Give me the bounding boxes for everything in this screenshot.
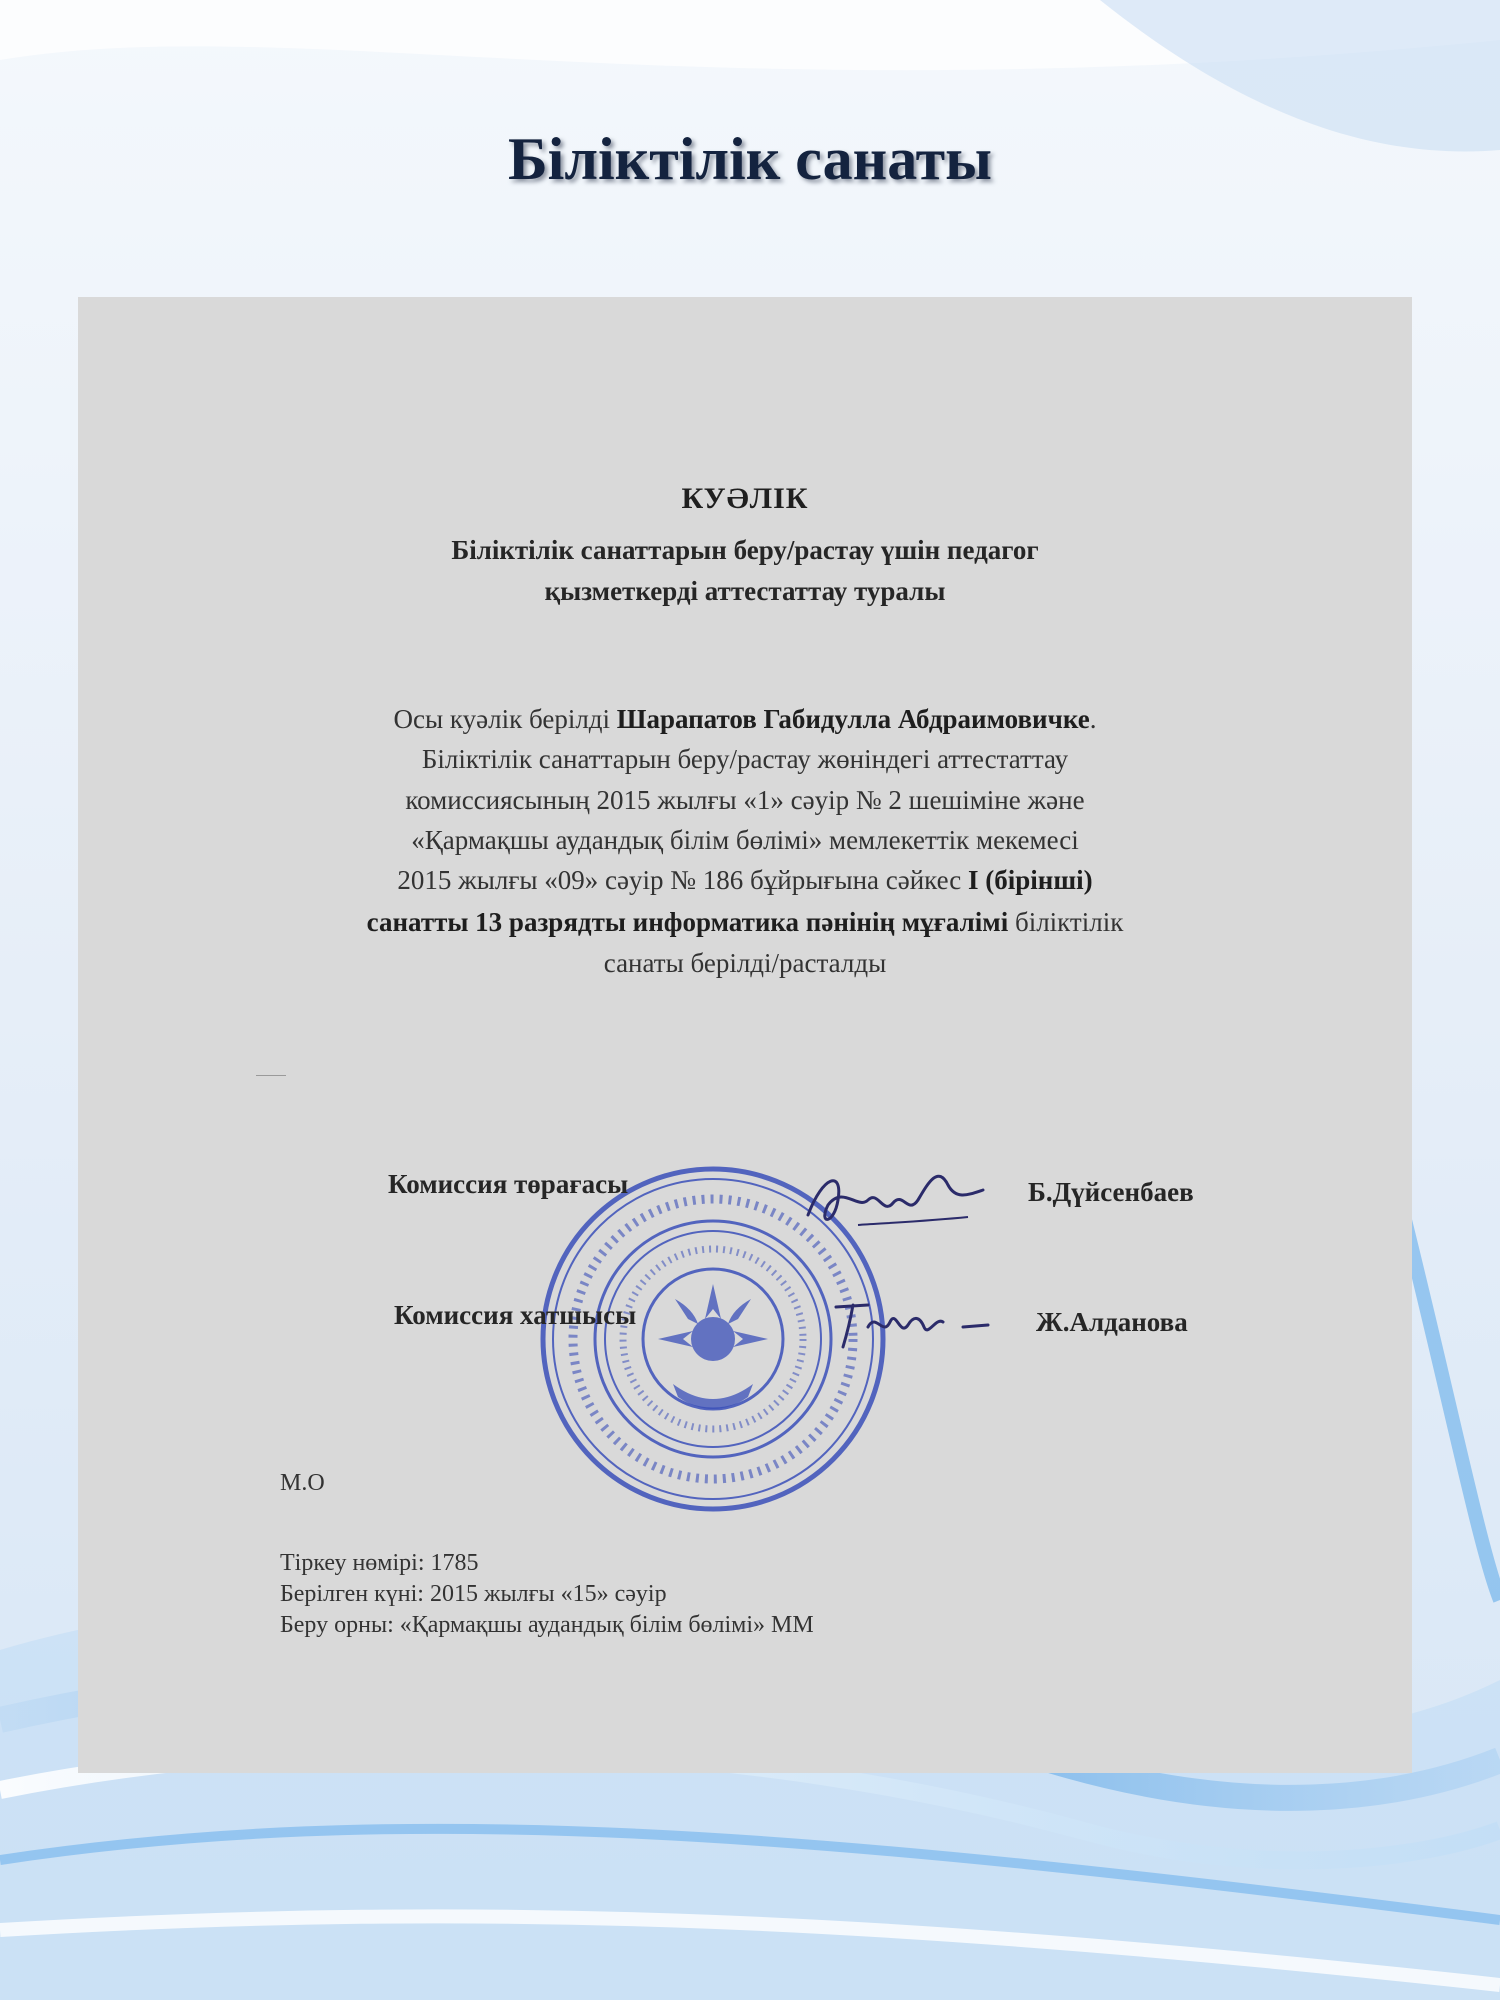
body-line-3: комиссиясының 2015 жылғы «1» сәуір № 2 шешіміне және (405, 785, 1085, 815)
body-line-5 (78, 865, 1412, 896)
qualification-word: біліктілік (1008, 907, 1124, 937)
registration-number: Тіркеу нөмірі: 1785 (280, 1550, 479, 1576)
issue-place: Беру орны: «Қармақшы аудандық білім бөлімі» ММ (280, 1612, 814, 1638)
commission-chair-label: Комиссия төрағасы (388, 1169, 629, 1199)
commission-chair-name: Б.Дүйсенбаев (1028, 1177, 1194, 1207)
divider-mark (256, 1075, 286, 1076)
category-description: санатты 13 разрядты информатика пәнінің мұғалімі (366, 907, 1009, 937)
body-line-7: санаты берілді/расталды (603, 948, 887, 978)
slide-title: Біліктілік санаты (508, 126, 992, 192)
certificate-document (78, 297, 1412, 1773)
certificate-subheading-line2: қызметкерді аттестаттау туралы (544, 576, 946, 606)
certificate-heading: КУӘЛІК (681, 482, 809, 515)
recipient-period: . (1089, 704, 1097, 734)
commission-secretary-label: Комиссия хатшысы (394, 1300, 637, 1330)
issued-to-label: Осы куәлік берілді (393, 704, 617, 734)
category-level: І (бірінші) (968, 865, 1093, 895)
body-line-4: «Қармақшы аудандық білім бөлімі» мемлекеттік мекемесі (411, 825, 1079, 855)
chair-signature (798, 1155, 998, 1245)
order-reference: 2015 жылғы «09» сәуір № 186 бұйрығына сәйкес (397, 865, 969, 895)
seal-place-abbreviation: М.О (280, 1470, 325, 1496)
body-line-2: Біліктілік санаттарын беру/растау жөніндегі аттестаттау (421, 744, 1069, 774)
commission-secretary-name: Ж.Алданова (1036, 1307, 1188, 1337)
issue-date: Берілген күні: 2015 жылғы «15» сәуір (280, 1581, 667, 1607)
certificate-subheading-line1: Біліктілік санаттарын беру/растау үшін педагог (451, 535, 1039, 565)
body-line-6 (78, 907, 1412, 938)
body-line-1 (78, 704, 1412, 735)
secretary-signature (828, 1287, 998, 1357)
recipient-name: Шарапатов Габидулла Абдраимовичке (616, 704, 1090, 734)
